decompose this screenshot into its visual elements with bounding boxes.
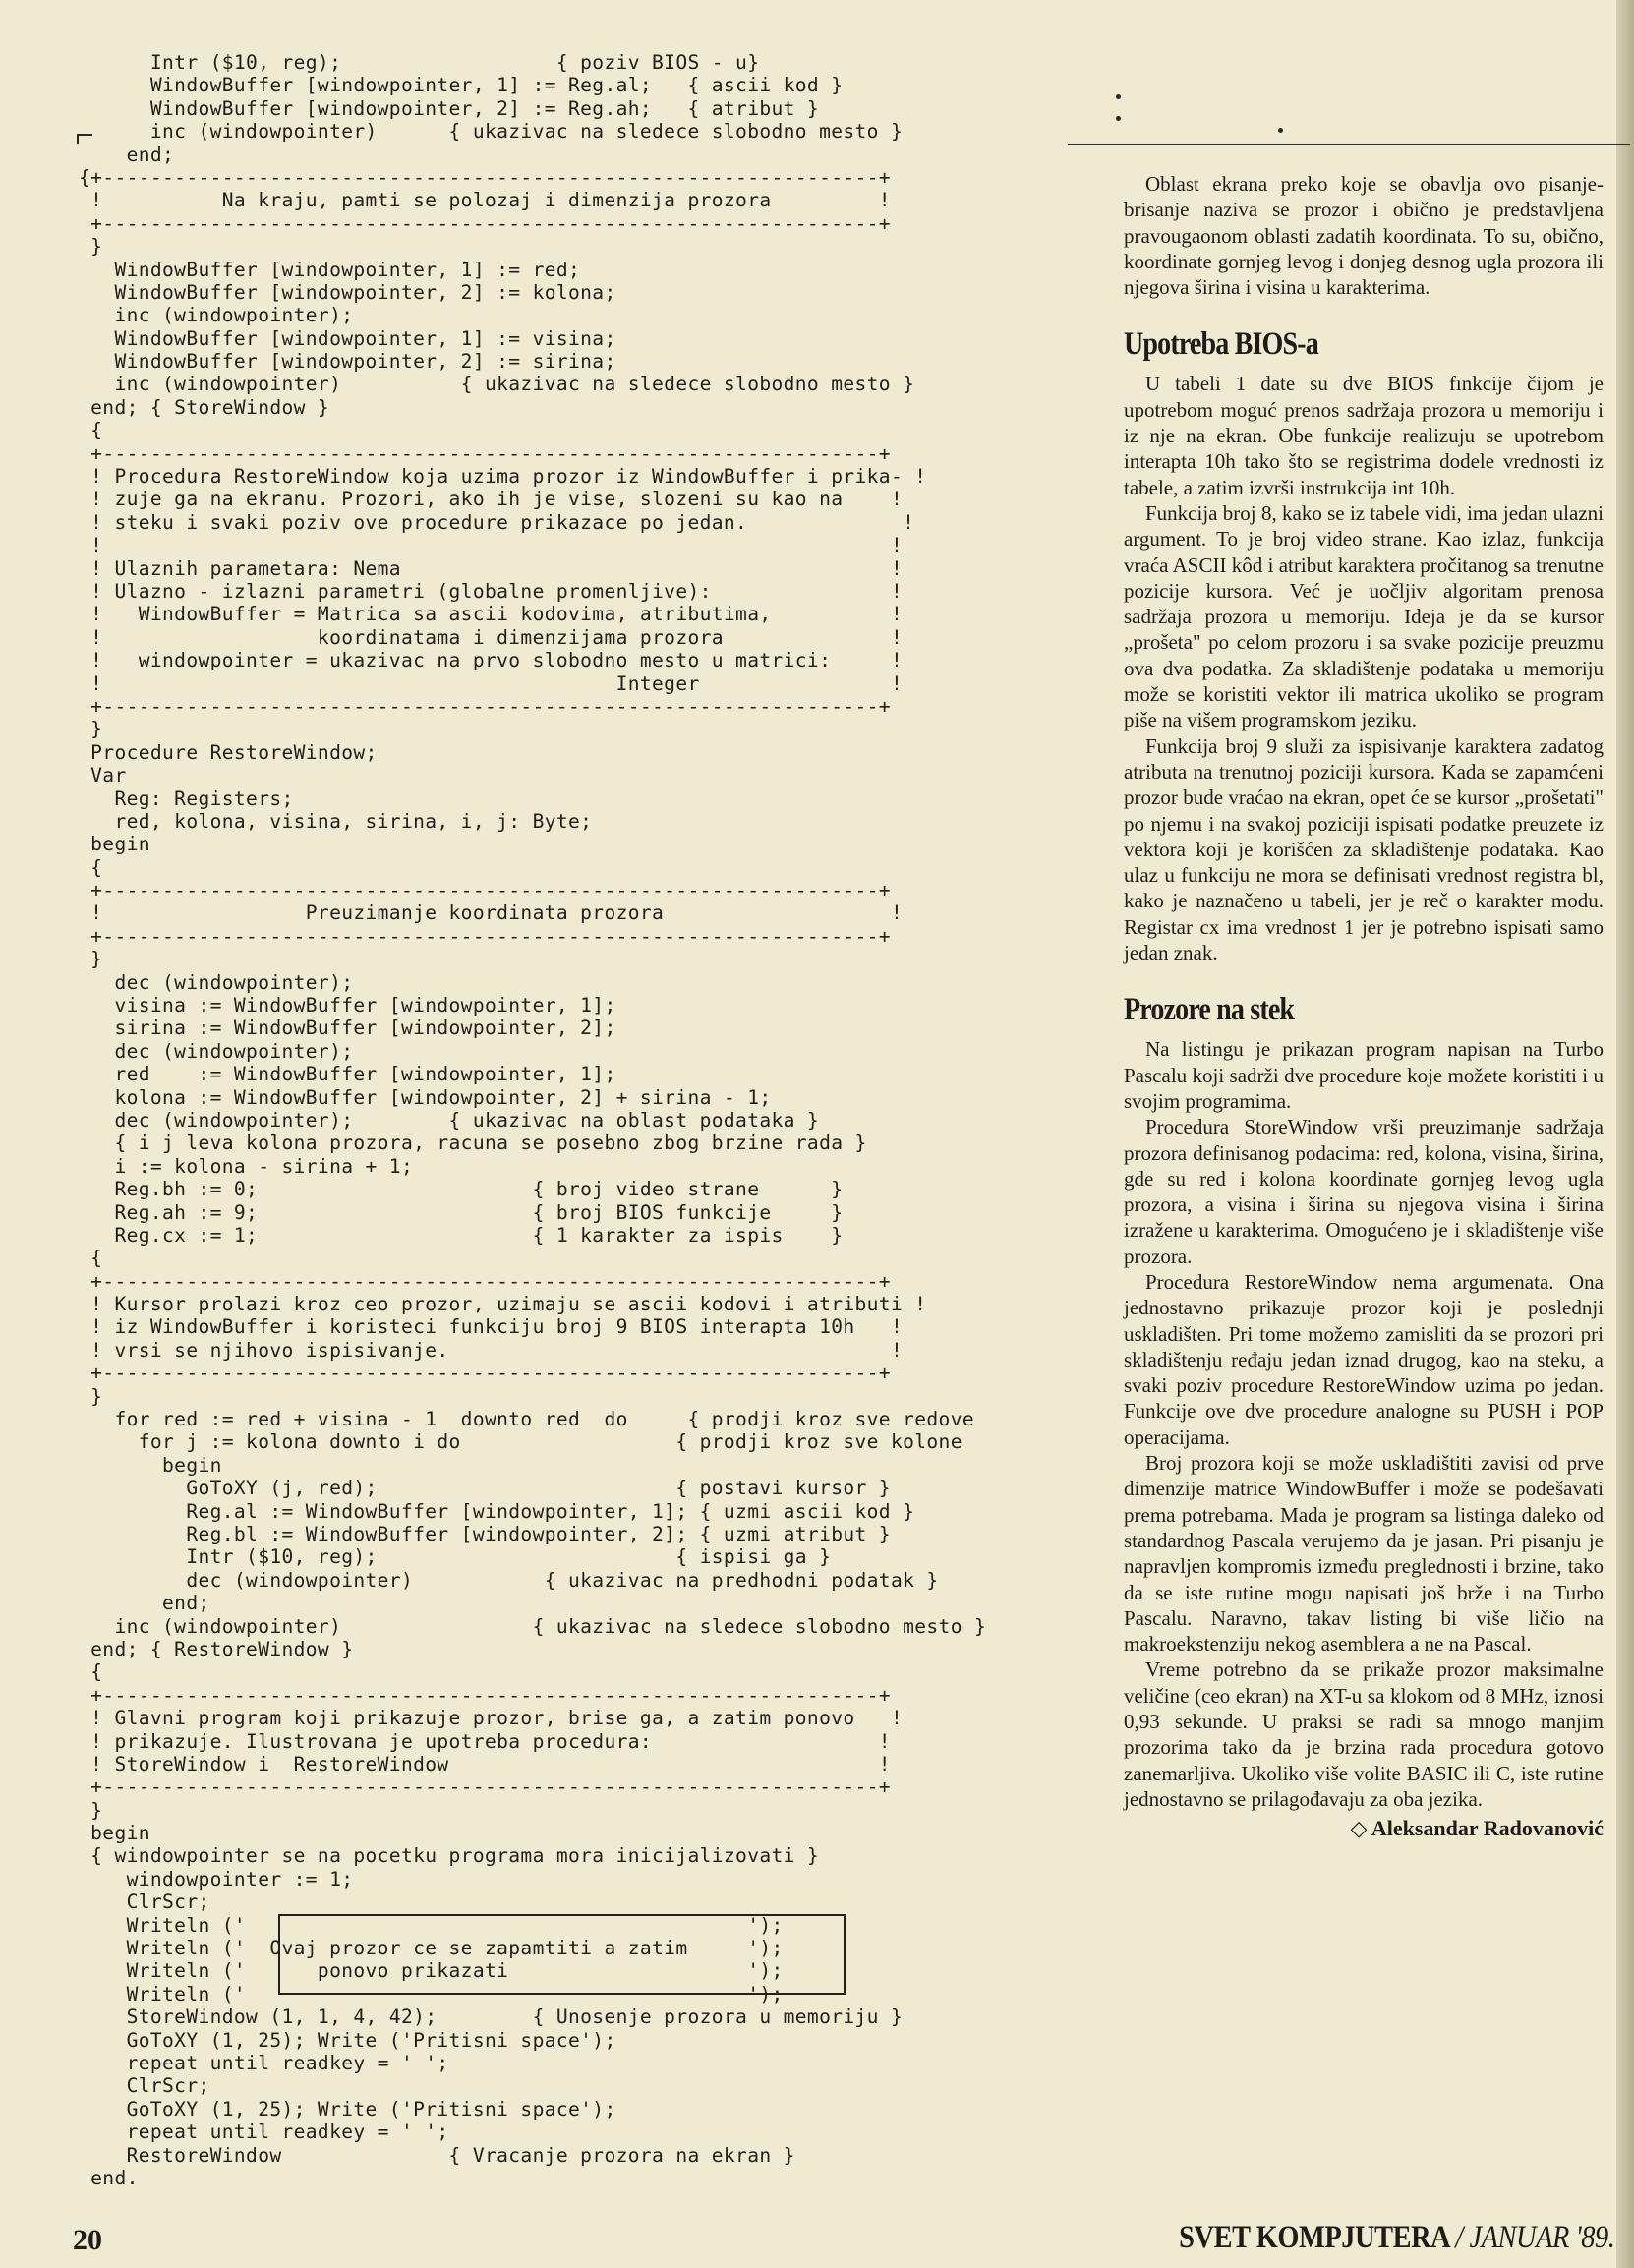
magazine-issue: JANUAR '89.	[1469, 2220, 1614, 2255]
article-paragraph: Na listingu je prikazan program napisan na Turbo Pascalu koji sadrži dve procedure koje možete koristiti i u svojim programima.	[1124, 1037, 1604, 1113]
code-line: StoreWindow (1, 1, 4, 42); { Unosenje prozora u memoriju }	[79, 2006, 904, 2029]
code-line: WindowBuffer [windowpointer, 1] := visina;	[79, 326, 616, 350]
code-line: { windowpointer se na pocetku programa mora inicijalizovati }	[79, 1844, 820, 1868]
code-line: +-----------------------------------------------------------------+	[79, 694, 891, 718]
code-line: Var	[79, 764, 127, 787]
code-line: +-----------------------------------------------------------------+	[79, 211, 891, 235]
code-line: Reg.bl := WindowBuffer [windowpointer, 2]; { uzmi atribut }	[79, 1523, 891, 1545]
code-line: {	[79, 1660, 103, 1684]
code-line: end;	[79, 1592, 210, 1615]
code-line: +-----------------------------------------------------------------+	[79, 1269, 891, 1293]
code-line: +-----------------------------------------------------------------+	[79, 1362, 891, 1385]
article-paragraph: Funkcija broj 9 služi za ispisivanje karaktera zadatog atributa na trenutnoj poziciji kursora. Kada se zapamćeni prozor bude vraćao na ekran, opet će se kursor „prošetati" po njemu i na svakoj poziciji ispisati podatke preuzete iz vektora koji je korišćen za skladištenje podataka. Kao ulaz u funkciju ne mora se definisati vrednost registra bl, kako je naznačeno u tabeli, jer je reč o karakter modu. Registar cx ima vrednost 1 jer je potrebno ispisati samo jedan znak.	[1124, 733, 1604, 965]
code-line: red, kolona, visina, sirina, i, j: Byte;	[79, 809, 593, 833]
code-line: begin	[79, 833, 150, 856]
section-heading-bios: Upotreba BIOS-a	[1124, 326, 1318, 363]
code-line: windowpointer := 1;	[79, 1867, 354, 1890]
print-speck	[1116, 116, 1121, 121]
code-line: ! Integer !	[79, 671, 904, 695]
code-line: WindowBuffer [windowpointer, 2] := Reg.ah; { atribut }	[79, 96, 820, 120]
code-line: Intr ($10, reg); { ispisi ga }	[79, 1545, 832, 1569]
article-paragraph: Procedura StoreWindow vrši preuzimanje sadržaja prozora definisanog podacima: red, kolona, visina, širina, gde su red i kolona koordinate gornjeg levog ugla prozora, a visina i širina su njegova visina i širina izražene u karakterima. Omogućeno je i skladištenje više prozora.	[1124, 1115, 1604, 1268]
code-line: {	[79, 855, 103, 879]
code-line: inc (windowpointer) { ukazivac na sledece slobodno mesto }	[79, 373, 915, 396]
code-line: ! steku i svaki poziv ove procedure prikazace po jedan. !	[79, 510, 915, 534]
code-line: WindowBuffer [windowpointer, 2] := kolona;	[79, 280, 616, 304]
print-speck	[1278, 128, 1283, 133]
code-line: end; { StoreWindow }	[79, 395, 330, 419]
code-line: begin	[79, 1822, 150, 1845]
code-line: GoToXY (1, 25); Write ('Pritisni space');	[79, 2097, 616, 2121]
code-line: red := WindowBuffer [windowpointer, 1];	[79, 1063, 616, 1086]
code-line: { i j leva kolona prozora, racuna se posebno zbog brzine rada }	[79, 1132, 867, 1155]
code-line: inc (windowpointer);	[79, 304, 354, 327]
page-edge-shadow	[1616, 0, 1634, 2268]
article-intro: Oblast ekrana preko koje se obavlja ovo pisanje-brisanje naziva se prozor i obično je predstavljena pravougaonom oblasti zadatih koordinata. To su, obično, koordinate gornjeg levog i donjeg desnog ugla prozora ili njegova širina i visina u karakterima.	[1124, 172, 1604, 300]
article-author: ◇ Aleksandar Radovanović	[1350, 1816, 1604, 1841]
code-line: ! StoreWindow i RestoreWindow !	[79, 1752, 891, 1775]
code-line: Reg.ah := 9; { broj BIOS funkcije }	[79, 1200, 844, 1224]
code-line: repeat until readkey = ' ';	[79, 2121, 449, 2144]
code-line: dec (windowpointer) { ukazivac na predhodni podatak }	[79, 1568, 939, 1592]
code-line: dec (windowpointer); { ukazivac na oblast podataka }	[79, 1108, 820, 1132]
code-line: RestoreWindow { Vracanje prozora na ekran }	[79, 2143, 795, 2167]
code-line: ! Ulazno - izlazni parametri (globalne promenljive): !	[79, 579, 904, 603]
article-paragraph: Broj prozora koji se može uskladištiti zavisi od prve dimenzije matrice WindowBuffer i može se podešavati prema potrebama. Mada je program sa listinga daleko od standardnog Pascala verujemo da je jasan. Pri pisanju je napravljen kompromis između preglednosti i brzine, tako da se iste rutine mogu napisati još brže i na Turbo Pascalu. Naravno, takav listing bi više ličio na makroekstenziju nekog asemblera a ne na Pascal.	[1124, 1451, 1604, 1657]
article-paragraph: Vreme potrebno da se prikaže prozor maksimalne veličine (ceo ekran) na XT-u sa klokom od 8 MHz, iznosi 0,93 sekunde. U praksi se radi sa mnogo manjim prozorima tako da je brzina rada procedura gotovo zanemarljiva. Ukoliko više volite BASIC ili C, iste rutine jednostavno se prilagođavaju za oba jezika.	[1124, 1657, 1604, 1811]
code-line: +-----------------------------------------------------------------+	[79, 924, 891, 948]
code-line: ! Procedura RestoreWindow koja uzima prozor iz WindowBuffer i prika- !	[79, 465, 927, 489]
magazine-title: SVET KOMPJUTERA	[1178, 2220, 1449, 2255]
article-paragraph: U tabeli 1 date su dve BIOS fınkcije čijom je upotrebom moguć prenos sadržaja prozora u memoriju i iz nje na ekran. Obe funkcije realizuju se upotrebom interapta 10h tako što se registrima dodele vrednosti iz tabele, a zatim izvrši instrukcija int 10h.	[1124, 372, 1604, 499]
code-line: dec (windowpointer);	[79, 970, 354, 994]
code-line: }	[79, 948, 103, 971]
code-line: Writeln (' Ovaj prozor ce se zapamtiti a zatim ');	[79, 1937, 784, 1960]
code-line: }	[79, 1798, 103, 1822]
code-line: +-----------------------------------------------------------------+	[79, 441, 891, 465]
code-line: WindowBuffer [windowpointer, 2] := sirina;	[79, 350, 616, 374]
code-line: {	[79, 1247, 103, 1270]
column-divider-rule	[1068, 144, 1630, 145]
code-line: +-----------------------------------------------------------------+	[79, 1775, 891, 1799]
code-line: WindowBuffer [windowpointer, 1] := Reg.al; { ascii kod }	[79, 74, 844, 97]
code-line: visina := WindowBuffer [windowpointer, 1];	[79, 994, 616, 1018]
code-line: for red := red + visina - 1 downto red do { prodji kroz sve redove	[79, 1408, 974, 1431]
code-line: ! prikazuje. Ilustrovana je upotreba procedura: !	[79, 1729, 891, 1753]
code-line: GoToXY (j, red); { postavi kursor }	[79, 1477, 891, 1500]
code-line: Procedure RestoreWindow;	[79, 740, 378, 764]
code-line: Writeln (' ');	[79, 1913, 784, 1937]
pascal-listing	[79, 51, 1101, 2189]
code-line: ! vrsi se njihovo ispisivanje. !	[79, 1338, 904, 1362]
code-line: {	[79, 419, 103, 442]
code-line: ! windowpointer = ukazivac na prvo slobodno mesto u matrici: !	[79, 649, 904, 672]
article-column	[1124, 171, 1604, 1842]
code-line: for j := kolona downto i do { prodji kroz sve kolone	[79, 1430, 963, 1454]
code-line: +-----------------------------------------------------------------+	[79, 879, 891, 902]
section-heading-stack: Prozore na stek	[1124, 992, 1295, 1028]
code-line: Reg: Registers;	[79, 786, 294, 810]
code-line: kolona := WindowBuffer [windowpointer, 2] + sirina - 1;	[79, 1085, 772, 1109]
code-line: Writeln (' ');	[79, 1982, 784, 2006]
code-line: WindowBuffer [windowpointer, 1] := red;	[79, 258, 581, 281]
code-line: ! Na kraju, pamti se polozaj i dimenzija prozora !	[79, 189, 891, 212]
code-line: inc (windowpointer) { ukazivac na sledece slobodno mesto }	[79, 120, 904, 144]
code-line: +-----------------------------------------------------------------+	[79, 1683, 891, 1707]
code-line: ! zuje ga na ekranu. Prozori, ako ih je vise, slozeni su kao na !	[79, 488, 904, 511]
code-line: Intr ($10, reg); { poziv BIOS - u}	[79, 51, 760, 74]
code-line: end; { RestoreWindow }	[79, 1637, 354, 1660]
code-line: ClrScr;	[79, 2074, 210, 2098]
page-number: 20	[73, 2224, 102, 2256]
code-line: Reg.cx := 1; { 1 karakter za ispis }	[79, 1223, 844, 1247]
article-paragraph: Procedura RestoreWindow nema argumenata. Ona jednostavno prikazuje prozor koji je poslednji uskladišten. Pri tome možemo zamisliti da se prozori pri skladištenju ređaju jedan iznad drugog, kao na steku, a svaki poziv procedure RestoreWindow uzima po jedan. Funkcije ove dve procedure analogne su PUSH i POP operacijama.	[1124, 1269, 1604, 1449]
code-line: ! !	[79, 534, 904, 557]
code-line: ! Ulaznih parametara: Nema !	[79, 556, 904, 580]
code-line: repeat until readkey = ' ';	[79, 2051, 449, 2074]
sample-window-frame	[278, 1914, 846, 1995]
code-line: Reg.bh := 0; { broj video strane }	[79, 1178, 844, 1201]
code-line: ClrScr;	[79, 1890, 210, 1914]
code-line: }	[79, 718, 103, 741]
code-line: Writeln (' ponovo prikazati ');	[79, 1959, 784, 1983]
code-line: ! Kursor prolazi kroz ceo prozor, uzimaju se ascii kodovi i atributi !	[79, 1293, 927, 1316]
print-speck	[1116, 94, 1121, 99]
code-line: ! koordinatama i dimenzijama prozora !	[79, 625, 904, 649]
code-line: }	[79, 1384, 103, 1408]
code-line: sirina := WindowBuffer [windowpointer, 2];	[79, 1017, 616, 1040]
code-line: dec (windowpointer);	[79, 1039, 354, 1063]
code-line: i := kolona - sirina + 1;	[79, 1154, 414, 1178]
code-line: end.	[79, 2166, 139, 2189]
code-line: ! Glavni program koji prikazuje prozor, brise ga, a zatim ponovo !	[79, 1707, 904, 1730]
code-line: GoToXY (1, 25); Write ('Pritisni space');	[79, 2028, 616, 2052]
code-line: ! WindowBuffer = Matrica sa ascii kodovima, atributima, !	[79, 603, 904, 626]
article-paragraph: Funkcija broj 8, kako se iz tabele vidi, ima jedan ulazni argument. To je broj video strane. Kao izlaz, funkcija vraća ASCII kôd i atribut karaktera pročitanog sa trenutne pozicije kursora. Već je uočljiv algoritam prenosa sadržaja prozora u memoriju. Ideja je da se kursor „prošeta" po celom prozoru i sa svake pozicije preuzmu ova dva podatka. Za skladištenje podataka u memoriju može se koristiti vektor ili matrica ukoliko se program piše na višem programskom jeziku.	[1124, 500, 1604, 732]
code-line: }	[79, 235, 103, 259]
footer-separator: /	[1454, 2220, 1463, 2255]
code-line: ! Preuzimanje koordinata prozora !	[79, 901, 904, 925]
code-line: {+-----------------------------------------------------------------+	[79, 165, 891, 189]
code-line: begin	[79, 1453, 222, 1477]
code-line: Reg.al := WindowBuffer [windowpointer, 1]; { uzmi ascii kod }	[79, 1499, 915, 1523]
code-line: end;	[79, 143, 175, 166]
magazine-footer	[1179, 2220, 1614, 2256]
code-line: inc (windowpointer) { ukazivac na sledece slobodno mesto }	[79, 1614, 987, 1638]
code-line: ! iz WindowBuffer i koristeci funkciju broj 9 BIOS interapta 10h !	[79, 1315, 904, 1339]
